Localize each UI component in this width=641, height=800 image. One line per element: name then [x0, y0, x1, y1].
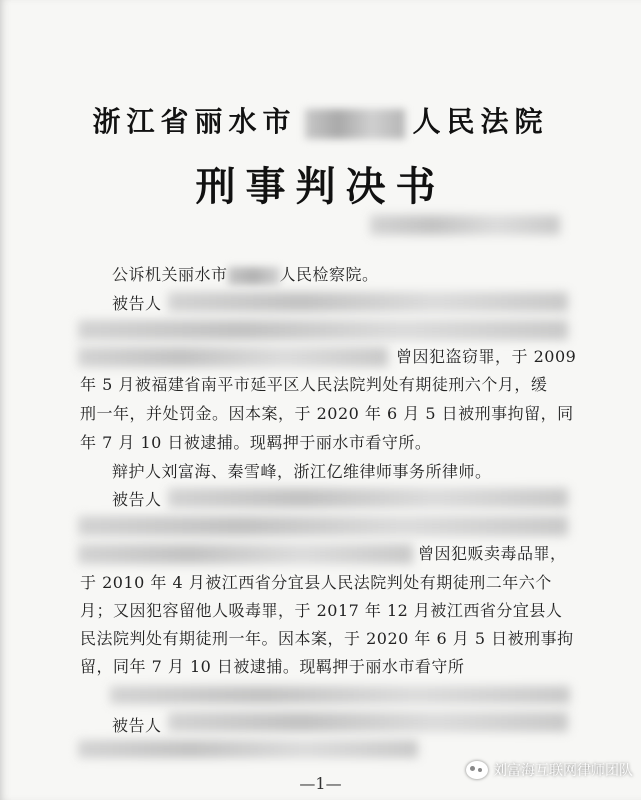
prosecutor-suffix: 人民检察院。 [279, 265, 379, 284]
text-line: 辩护人刘富海、秦雪峰，浙江亿维律师事务所律师。 [112, 462, 492, 481]
court-name-suffix: 人民法院 [412, 105, 549, 138]
redacted-line [78, 740, 418, 758]
redacted-defendant-2-details [78, 516, 568, 536]
defendant-label: 被告人 [112, 294, 162, 313]
redacted-defendant-2-details [78, 544, 413, 564]
court-name-prefix: 浙江省丽水市 [92, 105, 297, 138]
text-line: 月；又因犯容留他人吸毒罪，于 2017 年 12 月被江西省分宜县人 [80, 601, 563, 620]
text-line: 民法院判处有期徒刑一年。因本案，于 2020 年 6 月 5 日被刑事拘 [80, 629, 574, 648]
redacted-case-number [370, 215, 560, 235]
redacted-defendant-1-details [78, 320, 568, 340]
text-line: 年 5 月被福建省南平市延平区人民法院判处有期徒刑六个月，缓 [80, 375, 548, 394]
text-line: 留，同年 7 月 10 日被逮捕。现羁押于丽水市看守所 [80, 657, 465, 676]
defendant-label: 被告人 [112, 716, 162, 735]
wechat-icon [466, 761, 488, 779]
text-line: 曾因犯盗窃罪，于 2009 [396, 347, 577, 366]
redacted-block [305, 109, 405, 139]
redacted-defendant-1-details [78, 347, 388, 367]
redacted-line [110, 686, 570, 704]
document-title: 刑事判决书 [195, 163, 446, 210]
redacted-defendant-2 [168, 488, 568, 508]
text-line [112, 291, 162, 314]
watermark-text: 刘富海互联网律师团队 [493, 763, 633, 779]
text-line: 年 7 月 10 日被逮捕。现羁押于丽水市看守所。 [80, 433, 432, 452]
text-line: 曾因犯贩卖毒品罪， [418, 544, 567, 563]
redacted-defendant-1 [168, 292, 568, 312]
court-name [0, 100, 641, 140]
text-line [112, 713, 162, 736]
prosecutor-prefix: 公诉机关丽水市 [112, 265, 228, 284]
redacted-block [228, 267, 280, 285]
text-line [112, 487, 162, 510]
watermark [466, 760, 633, 780]
defendant-label: 被告人 [112, 490, 162, 509]
text-line: 刑一年，并处罚金。因本案，于 2020 年 6 月 5 日被刑事拘留，同 [80, 404, 574, 423]
redacted-defendant-3 [168, 712, 568, 732]
page-number: —1— [299, 774, 342, 793]
text-line [112, 262, 379, 285]
text-line: 于 2010 年 4 月被江西省分宜县人民法院判处有期徒刑二年六个 [80, 573, 552, 592]
